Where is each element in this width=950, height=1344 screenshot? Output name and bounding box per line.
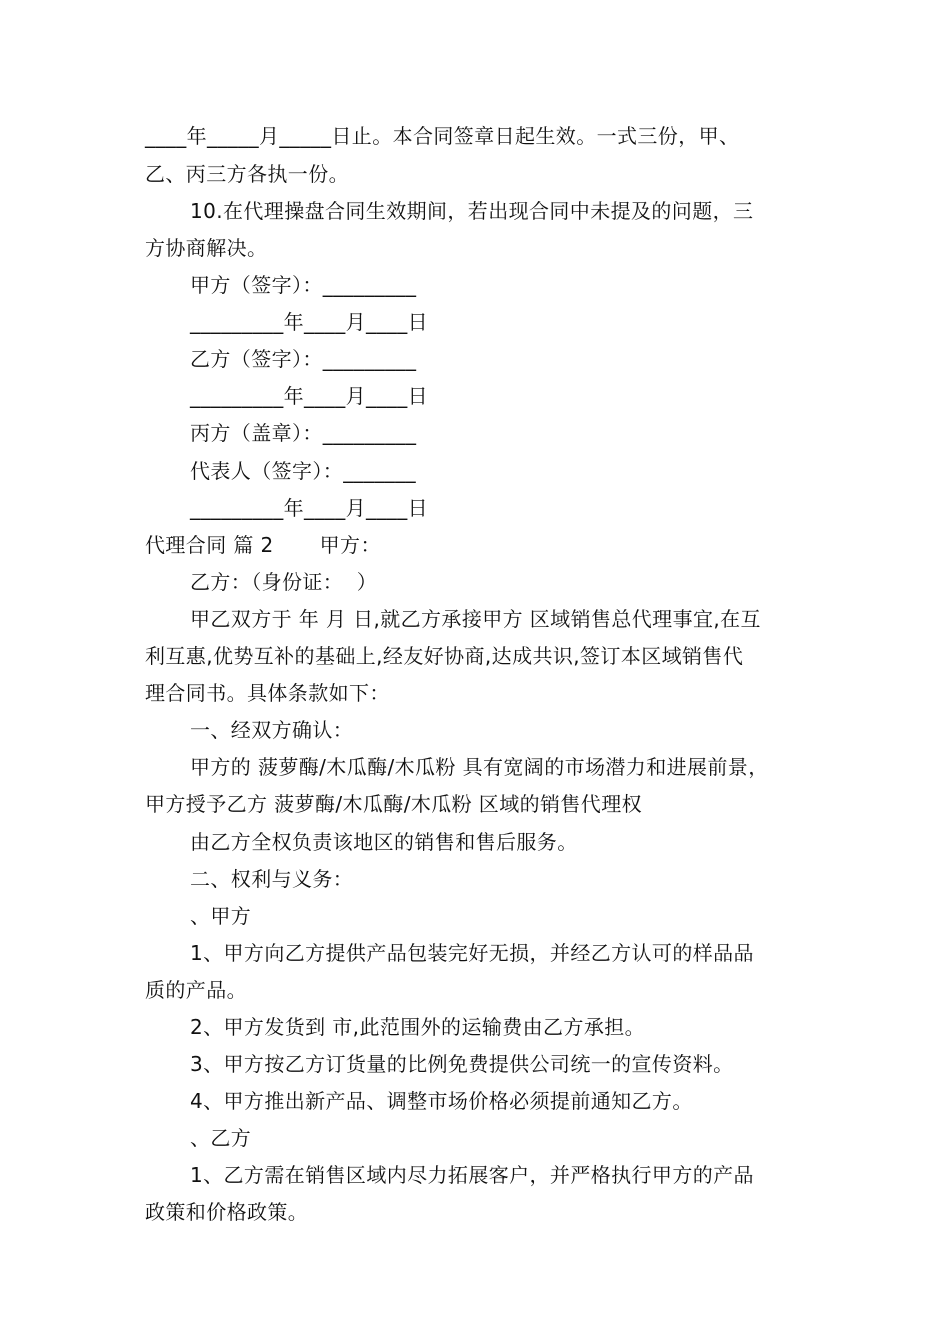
- text-line: 政策和价格政策。: [145, 1200, 309, 1224]
- text-line: 理合同书。具体条款如下：: [145, 681, 390, 705]
- date-line: _________年____月____日: [190, 310, 428, 334]
- text-line: 2、甲方发货到 市,此范围外的运输费由乙方承担。: [190, 1015, 646, 1039]
- text-line: 乙、丙三方各执一份。: [145, 162, 349, 186]
- text-line: 甲乙双方于 年 月 日,就乙方承接甲方 区域销售总代理事宜,在互: [190, 607, 761, 631]
- party-a-label: 甲方：: [319, 533, 381, 557]
- text-line: 利互惠,优势互补的基础上,经友好协商,达成共识,签订本区域销售代: [145, 644, 744, 668]
- signature-line-representative: 代表人（签字）：_______: [190, 459, 416, 483]
- text-line: 1、甲方向乙方提供产品包装完好无损，并经乙方认可的样品品: [190, 941, 754, 965]
- signature-line-party-a: 甲方（签字）：_________: [190, 273, 417, 297]
- date-line: _________年____月____日: [190, 496, 428, 520]
- text-line: 4、甲方推出新产品、调整市场价格必须提前通知乙方。: [190, 1089, 693, 1113]
- text-line: 甲方授予乙方 菠萝酶/木瓜酶/木瓜粉 区域的销售代理权: [145, 792, 642, 816]
- text-line: 质的产品。: [145, 978, 247, 1002]
- section-heading-row: [145, 532, 381, 558]
- text-line: ____年_____月_____日止。本合同签章日起生效。一式三份，甲、: [145, 124, 740, 148]
- seal-line-party-c: 丙方（盖章）：_________: [190, 421, 417, 445]
- text-line: 甲方的 菠萝酶/木瓜酶/木瓜粉 具有宽阔的市场潜力和进展前景，: [190, 755, 769, 779]
- text-line: 1、乙方需在销售区域内尽力拓展客户，并严格执行甲方的产品: [190, 1163, 754, 1187]
- text-line: 3、甲方按乙方订货量的比例免费提供公司统一的宣传资料。: [190, 1052, 734, 1076]
- clause-heading: 一、经双方确认：: [190, 718, 354, 742]
- clause-heading: 二、权利与义务：: [190, 867, 354, 891]
- text-line: 10.在代理操盘合同生效期间，若出现合同中未提及的问题，三: [190, 199, 754, 223]
- signature-line-party-b: 乙方（签字）：_________: [190, 347, 417, 371]
- section-title: 代理合同 篇 2: [145, 533, 274, 557]
- text-line: 方协商解决。: [145, 236, 268, 260]
- sub-heading: 、甲方: [190, 904, 252, 928]
- date-line: _________年____月____日: [190, 384, 428, 408]
- text-line: 乙方：（身份证： ）: [190, 570, 378, 594]
- text-line: 由乙方全权负责该地区的销售和售后服务。: [190, 830, 578, 854]
- sub-heading: 、乙方: [190, 1126, 252, 1150]
